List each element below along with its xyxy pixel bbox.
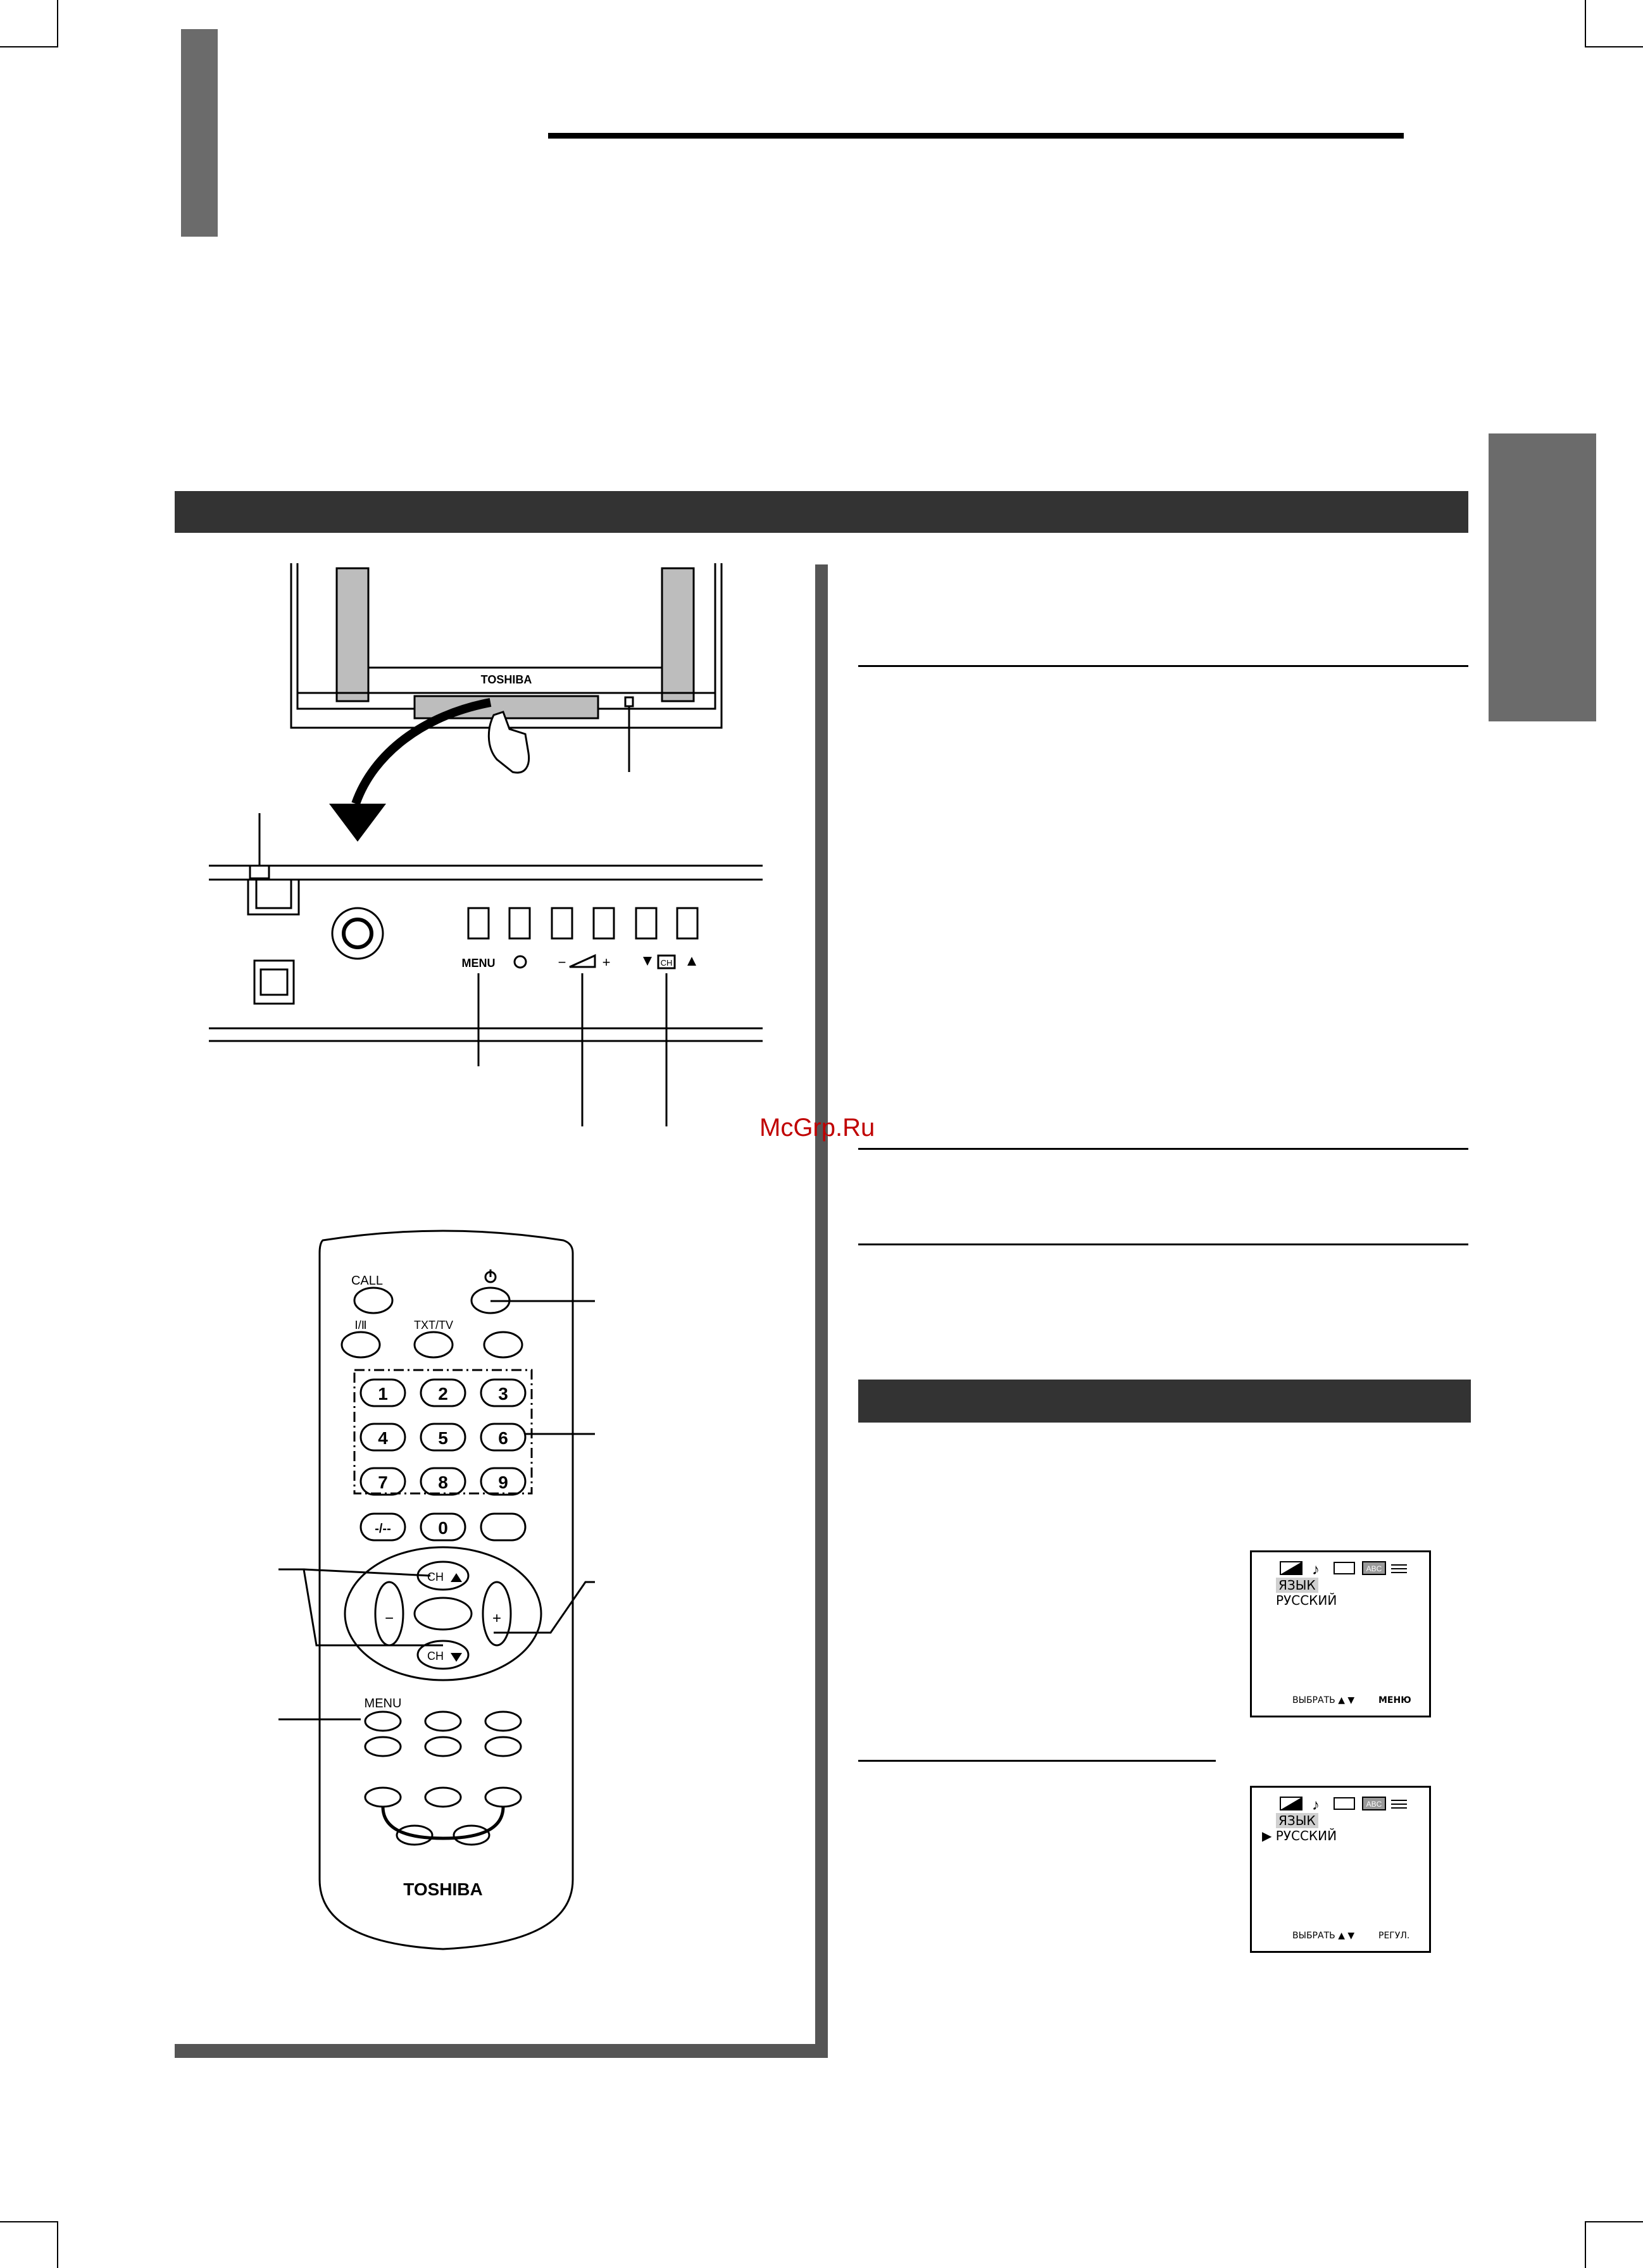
osd-screen-1: [1250, 1550, 1431, 1717]
osd-footer-select: ВЫБРАТЬ ▲ ▼: [1292, 1931, 1355, 1941]
remote-digit-9: 9: [498, 1473, 508, 1492]
tv-brand-text: TOSHIBA: [480, 673, 532, 686]
remote-sound-mode-label: Ⅰ/Ⅱ: [354, 1319, 367, 1331]
chapter-tab-left: [181, 29, 218, 237]
crop-mark: [1586, 46, 1643, 47]
osd-footer-action: РЕГУЛ.: [1378, 1931, 1410, 1941]
section-header-bar: [175, 491, 1468, 533]
rule: [858, 1243, 1468, 1245]
rule: [858, 665, 1468, 667]
tv-volume-minus-label: −: [558, 954, 566, 970]
tv-volume-plus-label: +: [602, 954, 611, 970]
osd-language-value: ▶ РУССКИЙ: [1262, 1828, 1337, 1843]
crop-mark: [0, 46, 57, 47]
remote-digit-5: 5: [438, 1428, 448, 1448]
remote-menu-label: MENU: [364, 1697, 402, 1710]
panel-border-right: [815, 564, 828, 2057]
osd-language-value: РУССКИЙ: [1276, 1593, 1337, 1608]
remote-vol-plus-label: +: [492, 1610, 502, 1627]
svg-text:ABC: ABC: [1366, 1800, 1382, 1809]
osd-language-title: ЯЗЫК: [1276, 1813, 1318, 1828]
remote-callouts: [266, 1266, 620, 1747]
rule: [858, 1760, 1216, 1762]
remote-digit-7: 7: [378, 1473, 388, 1492]
watermark: McGrp.Ru: [759, 1114, 875, 1142]
crop-mark: [1586, 2221, 1643, 2222]
remote-brand: TOSHIBA: [403, 1879, 483, 1899]
remote-ch-down-label: CH: [427, 1650, 444, 1662]
osd-footer-select: ВЫБРАТЬ ▲ ▼: [1292, 1695, 1355, 1705]
crop-mark: [1585, 0, 1586, 47]
remote-call-label: CALL: [351, 1274, 384, 1288]
osd-menu-icons: [1277, 1794, 1416, 1813]
remote-digit-2: 2: [438, 1384, 448, 1404]
tv-illustration: [184, 563, 816, 1196]
remote-digit-0: 0: [438, 1518, 448, 1538]
remote-digit-6: 6: [498, 1428, 508, 1448]
remote-digit-8: 8: [438, 1473, 448, 1492]
crop-mark: [1585, 2221, 1586, 2268]
tv-menu-label: MENU: [461, 957, 496, 969]
chapter-tab-right: [1489, 433, 1596, 721]
osd-footer-action: МЕНЮ: [1378, 1695, 1411, 1705]
remote-digit-1: 1: [378, 1384, 388, 1404]
panel-border-bottom: [175, 2044, 828, 2058]
svg-text:♪: ♪: [1312, 1561, 1320, 1578]
svg-text:♪: ♪: [1312, 1797, 1320, 1813]
title-rule: [548, 133, 1404, 139]
crop-mark: [57, 2221, 58, 2268]
crop-mark: [0, 2221, 57, 2222]
remote-digit-3: 3: [498, 1384, 508, 1404]
remote-ch-up-label: CH: [427, 1571, 444, 1583]
osd-language-title: ЯЗЫК: [1276, 1578, 1318, 1593]
osd-menu-icons: [1277, 1559, 1416, 1578]
crop-mark: [57, 0, 58, 47]
tv-ch-label: CH: [660, 958, 673, 968]
remote-digit-4: 4: [378, 1428, 388, 1448]
remote-dash-label: -/--: [375, 1522, 391, 1536]
remote-txt-tv-label: TXT/TV: [414, 1319, 453, 1331]
remote-vol-minus-label: −: [384, 1610, 394, 1627]
svg-text:ABC: ABC: [1366, 1564, 1382, 1573]
subsection-header-bar: [858, 1380, 1471, 1423]
osd-screen-2: [1250, 1786, 1431, 1953]
rule: [858, 1148, 1468, 1150]
